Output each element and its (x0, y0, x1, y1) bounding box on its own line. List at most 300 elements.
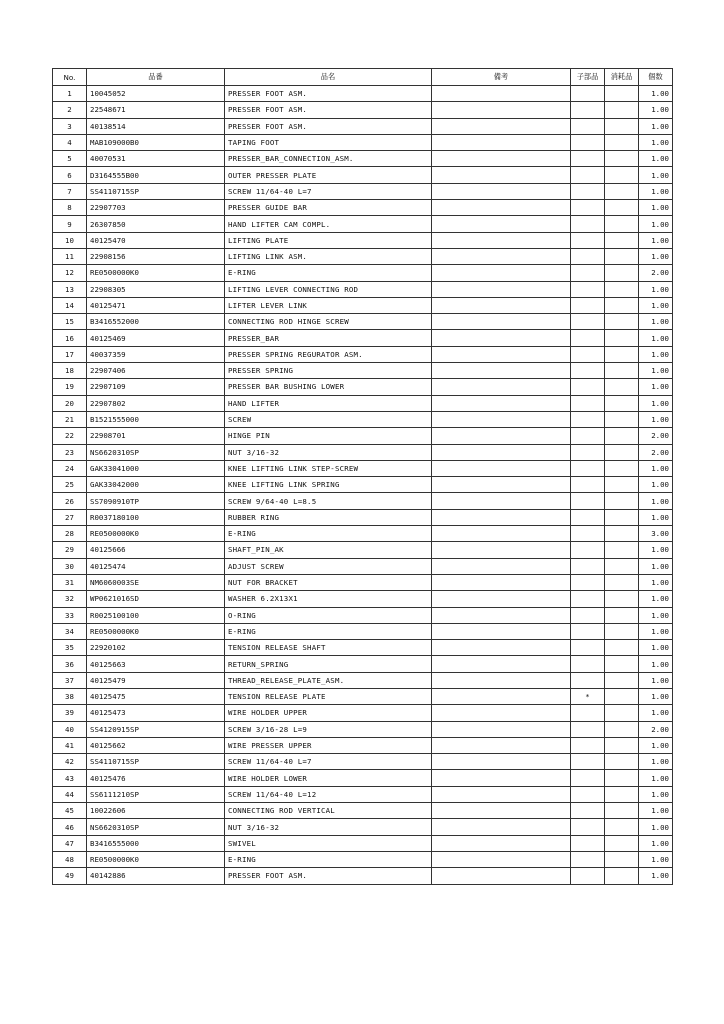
remarks-cell (432, 607, 571, 623)
remarks-cell (432, 395, 571, 411)
part-number-cell: 40125473 (87, 705, 225, 721)
quantity-cell: 1.00 (639, 574, 673, 590)
table-row (53, 851, 673, 867)
part-number-cell: 22907802 (87, 395, 225, 411)
remarks-cell (432, 558, 571, 574)
part-name-cell: WASHER 6.2X13X1 (225, 591, 432, 607)
row-no-cell: 32 (53, 591, 87, 607)
quantity-cell: 1.00 (639, 672, 673, 688)
part-name-cell: NUT 3/16-32 (225, 819, 432, 835)
row-no-cell: 22 (53, 428, 87, 444)
row-no-cell: 25 (53, 477, 87, 493)
table-row (53, 167, 673, 183)
part-number-cell: RE0500000K0 (87, 526, 225, 542)
part-name-cell: ADJUST SCREW (225, 558, 432, 574)
remarks-cell (432, 118, 571, 134)
part-number-cell: 40142886 (87, 868, 225, 884)
part-name-cell: TENSION RELEASE PLATE (225, 688, 432, 704)
row-no-cell: 46 (53, 819, 87, 835)
part-number-cell: 40125474 (87, 558, 225, 574)
table-row (53, 835, 673, 851)
row-no-cell: 20 (53, 395, 87, 411)
part-name-cell: HAND LIFTER (225, 395, 432, 411)
remarks-cell (432, 411, 571, 427)
consumable-flag-cell (605, 819, 639, 835)
quantity-cell: 1.00 (639, 754, 673, 770)
sub-part-flag-cell (571, 265, 605, 281)
table-header-row (53, 69, 673, 86)
table-row (53, 134, 673, 150)
quantity-cell: 1.00 (639, 363, 673, 379)
sub-part-flag-cell (571, 118, 605, 134)
header-quantity: 個数 (639, 69, 673, 86)
sub-part-flag-cell (571, 574, 605, 590)
remarks-cell (432, 216, 571, 232)
row-no-cell: 15 (53, 314, 87, 330)
part-number-cell: 22908305 (87, 281, 225, 297)
remarks-cell (432, 737, 571, 753)
part-name-cell: CONNECTING ROD VERTICAL (225, 803, 432, 819)
remarks-cell (432, 688, 571, 704)
quantity-cell: 1.00 (639, 509, 673, 525)
part-number-cell: 22907406 (87, 363, 225, 379)
sub-part-flag-cell (571, 183, 605, 199)
part-name-cell: SCREW 11/64-40 L=12 (225, 786, 432, 802)
part-number-cell: SS4110715SP (87, 754, 225, 770)
consumable-flag-cell (605, 656, 639, 672)
header-consumable: 消耗品 (605, 69, 639, 86)
consumable-flag-cell (605, 151, 639, 167)
quantity-cell: 1.00 (639, 786, 673, 802)
remarks-cell (432, 444, 571, 460)
remarks-cell (432, 265, 571, 281)
table-row (53, 770, 673, 786)
row-no-cell: 17 (53, 346, 87, 362)
table-row (53, 705, 673, 721)
sub-part-flag-cell (571, 248, 605, 264)
row-no-cell: 18 (53, 363, 87, 379)
row-no-cell: 9 (53, 216, 87, 232)
table-row (53, 232, 673, 248)
row-no-cell: 29 (53, 542, 87, 558)
row-no-cell: 8 (53, 200, 87, 216)
remarks-cell (432, 281, 571, 297)
sub-part-flag-cell (571, 526, 605, 542)
row-no-cell: 21 (53, 411, 87, 427)
consumable-flag-cell (605, 281, 639, 297)
sub-part-flag-cell (571, 803, 605, 819)
table-row (53, 411, 673, 427)
quantity-cell: 2.00 (639, 428, 673, 444)
remarks-cell (432, 851, 571, 867)
row-no-cell: 14 (53, 297, 87, 313)
table-row (53, 363, 673, 379)
row-no-cell: 6 (53, 167, 87, 183)
sub-part-flag-cell (571, 428, 605, 444)
row-no-cell: 36 (53, 656, 87, 672)
table-row (53, 574, 673, 590)
part-name-cell: SCREW 3/16-28 L=9 (225, 721, 432, 737)
consumable-flag-cell (605, 591, 639, 607)
part-number-cell: 40125469 (87, 330, 225, 346)
sub-part-flag-cell (571, 672, 605, 688)
row-no-cell: 44 (53, 786, 87, 802)
part-name-cell: PRESSER FOOT ASM. (225, 86, 432, 102)
quantity-cell: 1.00 (639, 346, 673, 362)
quantity-cell: 1.00 (639, 118, 673, 134)
quantity-cell: 2.00 (639, 721, 673, 737)
quantity-cell: 1.00 (639, 688, 673, 704)
part-number-cell: GAK33042000 (87, 477, 225, 493)
quantity-cell: 1.00 (639, 623, 673, 639)
row-no-cell: 35 (53, 640, 87, 656)
header-remarks: 備考 (432, 69, 571, 86)
part-name-cell: PRESSER_BAR (225, 330, 432, 346)
quantity-cell: 1.00 (639, 102, 673, 118)
consumable-flag-cell (605, 363, 639, 379)
quantity-cell: 1.00 (639, 868, 673, 884)
consumable-flag-cell (605, 607, 639, 623)
table-row (53, 819, 673, 835)
quantity-cell: 1.00 (639, 640, 673, 656)
consumable-flag-cell (605, 297, 639, 313)
remarks-cell (432, 705, 571, 721)
sub-part-flag-cell (571, 542, 605, 558)
row-no-cell: 28 (53, 526, 87, 542)
consumable-flag-cell (605, 232, 639, 248)
consumable-flag-cell (605, 526, 639, 542)
remarks-cell (432, 591, 571, 607)
part-number-cell: RE0500000K0 (87, 265, 225, 281)
part-number-cell: 40125662 (87, 737, 225, 753)
part-name-cell: TAPING FOOT (225, 134, 432, 150)
part-name-cell: SCREW 11/64-40 L=7 (225, 754, 432, 770)
sub-part-flag-cell (571, 411, 605, 427)
table-row (53, 118, 673, 134)
row-no-cell: 45 (53, 803, 87, 819)
consumable-flag-cell (605, 688, 639, 704)
part-name-cell: PRESSER FOOT ASM. (225, 868, 432, 884)
row-no-cell: 2 (53, 102, 87, 118)
quantity-cell: 1.00 (639, 314, 673, 330)
part-number-cell: NS6620310SP (87, 444, 225, 460)
row-no-cell: 42 (53, 754, 87, 770)
table-row (53, 542, 673, 558)
part-name-cell: SWIVEL (225, 835, 432, 851)
remarks-cell (432, 330, 571, 346)
consumable-flag-cell (605, 379, 639, 395)
table-row (53, 607, 673, 623)
row-no-cell: 11 (53, 248, 87, 264)
quantity-cell: 1.00 (639, 460, 673, 476)
consumable-flag-cell (605, 672, 639, 688)
sub-part-flag-cell (571, 86, 605, 102)
part-name-cell: WIRE PRESSER UPPER (225, 737, 432, 753)
row-no-cell: 39 (53, 705, 87, 721)
part-name-cell: LIFTING LEVER CONNECTING ROD (225, 281, 432, 297)
consumable-flag-cell (605, 835, 639, 851)
part-name-cell: E-RING (225, 851, 432, 867)
consumable-flag-cell (605, 395, 639, 411)
part-name-cell: LIFTING LINK ASM. (225, 248, 432, 264)
quantity-cell: 1.00 (639, 281, 673, 297)
sub-part-flag-cell (571, 770, 605, 786)
part-name-cell: SCREW 11/64-40 L=7 (225, 183, 432, 199)
table-row (53, 330, 673, 346)
parts-table (52, 68, 673, 885)
consumable-flag-cell (605, 86, 639, 102)
consumable-flag-cell (605, 411, 639, 427)
table-row (53, 151, 673, 167)
table-row (53, 346, 673, 362)
quantity-cell: 2.00 (639, 444, 673, 460)
part-name-cell: HINGE PIN (225, 428, 432, 444)
table-row (53, 248, 673, 264)
consumable-flag-cell (605, 477, 639, 493)
part-number-cell: RE0500000K0 (87, 851, 225, 867)
consumable-flag-cell (605, 200, 639, 216)
quantity-cell: 1.00 (639, 167, 673, 183)
row-no-cell: 19 (53, 379, 87, 395)
remarks-cell (432, 363, 571, 379)
quantity-cell: 1.00 (639, 607, 673, 623)
sub-part-flag-cell (571, 721, 605, 737)
part-number-cell: NS6620310SP (87, 819, 225, 835)
part-name-cell: CONNECTING ROD HINGE SCREW (225, 314, 432, 330)
quantity-cell: 1.00 (639, 819, 673, 835)
row-no-cell: 30 (53, 558, 87, 574)
remarks-cell (432, 623, 571, 639)
quantity-cell: 1.00 (639, 851, 673, 867)
remarks-cell (432, 379, 571, 395)
part-name-cell: NUT 3/16-32 (225, 444, 432, 460)
consumable-flag-cell (605, 346, 639, 362)
row-no-cell: 27 (53, 509, 87, 525)
row-no-cell: 1 (53, 86, 87, 102)
part-name-cell: LIFTING PLATE (225, 232, 432, 248)
consumable-flag-cell (605, 558, 639, 574)
part-name-cell: WIRE HOLDER LOWER (225, 770, 432, 786)
sub-part-flag-cell (571, 558, 605, 574)
part-number-cell: GAK33041000 (87, 460, 225, 476)
consumable-flag-cell (605, 493, 639, 509)
table-row (53, 509, 673, 525)
consumable-flag-cell (605, 428, 639, 444)
consumable-flag-cell (605, 509, 639, 525)
table-row (53, 623, 673, 639)
part-number-cell: 22908156 (87, 248, 225, 264)
part-number-cell: D3164555B00 (87, 167, 225, 183)
part-number-cell: 40125476 (87, 770, 225, 786)
sub-part-flag-cell (571, 623, 605, 639)
sub-part-flag-cell (571, 151, 605, 167)
table-row (53, 786, 673, 802)
sub-part-flag-cell (571, 509, 605, 525)
remarks-cell (432, 542, 571, 558)
row-no-cell: 31 (53, 574, 87, 590)
table-row (53, 314, 673, 330)
remarks-cell (432, 314, 571, 330)
part-name-cell: SHAFT_PIN_AK (225, 542, 432, 558)
row-no-cell: 38 (53, 688, 87, 704)
sub-part-flag-cell (571, 754, 605, 770)
table-row (53, 379, 673, 395)
sub-part-flag-cell (571, 346, 605, 362)
consumable-flag-cell (605, 134, 639, 150)
part-number-cell: 40138514 (87, 118, 225, 134)
part-name-cell: PRESSER GUIDE BAR (225, 200, 432, 216)
part-name-cell: O-RING (225, 607, 432, 623)
part-number-cell: 22548671 (87, 102, 225, 118)
part-name-cell: SCREW 9/64-40 L=8.5 (225, 493, 432, 509)
table-row (53, 754, 673, 770)
consumable-flag-cell (605, 542, 639, 558)
consumable-flag-cell (605, 640, 639, 656)
quantity-cell: 1.00 (639, 477, 673, 493)
sub-part-flag-cell (571, 216, 605, 232)
quantity-cell: 1.00 (639, 200, 673, 216)
remarks-cell (432, 803, 571, 819)
consumable-flag-cell (605, 118, 639, 134)
sub-part-flag-cell (571, 835, 605, 851)
part-name-cell: OUTER PRESSER PLATE (225, 167, 432, 183)
header-part-number: 品番 (87, 69, 225, 86)
remarks-cell (432, 167, 571, 183)
sub-part-flag-cell (571, 134, 605, 150)
quantity-cell: 1.00 (639, 705, 673, 721)
part-number-cell: SS4120915SP (87, 721, 225, 737)
table-row (53, 477, 673, 493)
row-no-cell: 34 (53, 623, 87, 639)
remarks-cell (432, 183, 571, 199)
part-number-cell: NM6060003SE (87, 574, 225, 590)
remarks-cell (432, 102, 571, 118)
consumable-flag-cell (605, 248, 639, 264)
remarks-cell (432, 672, 571, 688)
part-number-cell: R0037180100 (87, 509, 225, 525)
remarks-cell (432, 526, 571, 542)
sub-part-flag-cell (571, 493, 605, 509)
sub-part-flag-cell (571, 200, 605, 216)
row-no-cell: 16 (53, 330, 87, 346)
consumable-flag-cell (605, 851, 639, 867)
quantity-cell: 1.00 (639, 656, 673, 672)
part-number-cell: 40125479 (87, 672, 225, 688)
remarks-cell (432, 86, 571, 102)
remarks-cell (432, 754, 571, 770)
quantity-cell: 1.00 (639, 232, 673, 248)
quantity-cell: 1.00 (639, 558, 673, 574)
table-row (53, 721, 673, 737)
remarks-cell (432, 232, 571, 248)
row-no-cell: 41 (53, 737, 87, 753)
part-number-cell: B1521555000 (87, 411, 225, 427)
quantity-cell: 1.00 (639, 803, 673, 819)
sub-part-flag-cell (571, 851, 605, 867)
remarks-cell (432, 640, 571, 656)
part-number-cell: 22920102 (87, 640, 225, 656)
consumable-flag-cell (605, 786, 639, 802)
remarks-cell (432, 770, 571, 786)
part-name-cell: E-RING (225, 265, 432, 281)
table-row (53, 803, 673, 819)
quantity-cell: 1.00 (639, 379, 673, 395)
consumable-flag-cell (605, 721, 639, 737)
table-row (53, 493, 673, 509)
table-row (53, 558, 673, 574)
part-name-cell: KNEE LIFTING LINK STEP-SCREW (225, 460, 432, 476)
remarks-cell (432, 819, 571, 835)
part-number-cell: WP0621016SD (87, 591, 225, 607)
sub-part-flag-cell (571, 656, 605, 672)
row-no-cell: 26 (53, 493, 87, 509)
header-no: No. (53, 69, 87, 86)
consumable-flag-cell (605, 737, 639, 753)
consumable-flag-cell (605, 216, 639, 232)
row-no-cell: 33 (53, 607, 87, 623)
remarks-cell (432, 248, 571, 264)
sub-part-flag-cell (571, 102, 605, 118)
consumable-flag-cell (605, 102, 639, 118)
table-row (53, 216, 673, 232)
table-row (53, 395, 673, 411)
sub-part-flag-cell (571, 395, 605, 411)
row-no-cell: 4 (53, 134, 87, 150)
row-no-cell: 47 (53, 835, 87, 851)
sub-part-flag-cell (571, 363, 605, 379)
part-number-cell: SS4110715SP (87, 183, 225, 199)
row-no-cell: 49 (53, 868, 87, 884)
quantity-cell: 1.00 (639, 542, 673, 558)
table-row (53, 200, 673, 216)
consumable-flag-cell (605, 330, 639, 346)
part-number-cell: 40125663 (87, 656, 225, 672)
consumable-flag-cell (605, 574, 639, 590)
part-number-cell: SS7090910TP (87, 493, 225, 509)
sub-part-flag-cell (571, 477, 605, 493)
quantity-cell: 1.00 (639, 395, 673, 411)
remarks-cell (432, 721, 571, 737)
table-row (53, 102, 673, 118)
table-row (53, 640, 673, 656)
part-name-cell: PRESSER SPRING REGURATOR ASM. (225, 346, 432, 362)
part-name-cell: RUBBER RING (225, 509, 432, 525)
part-number-cell: 40037359 (87, 346, 225, 362)
quantity-cell: 1.00 (639, 737, 673, 753)
quantity-cell: 1.00 (639, 134, 673, 150)
part-number-cell: R0025100100 (87, 607, 225, 623)
consumable-flag-cell (605, 803, 639, 819)
table-row (53, 428, 673, 444)
part-number-cell: 10022606 (87, 803, 225, 819)
table-row (53, 526, 673, 542)
part-name-cell: TENSION RELEASE SHAFT (225, 640, 432, 656)
sub-part-flag-cell (571, 640, 605, 656)
remarks-cell (432, 428, 571, 444)
part-number-cell: SS6111210SP (87, 786, 225, 802)
part-name-cell: SCREW (225, 411, 432, 427)
part-number-cell: RE0500000K0 (87, 623, 225, 639)
consumable-flag-cell (605, 868, 639, 884)
remarks-cell (432, 346, 571, 362)
remarks-cell (432, 134, 571, 150)
quantity-cell: 1.00 (639, 248, 673, 264)
part-number-cell: 40070531 (87, 151, 225, 167)
part-name-cell: E-RING (225, 526, 432, 542)
part-number-cell: 10045052 (87, 86, 225, 102)
part-number-cell: MAB109000B0 (87, 134, 225, 150)
part-number-cell: 22908701 (87, 428, 225, 444)
